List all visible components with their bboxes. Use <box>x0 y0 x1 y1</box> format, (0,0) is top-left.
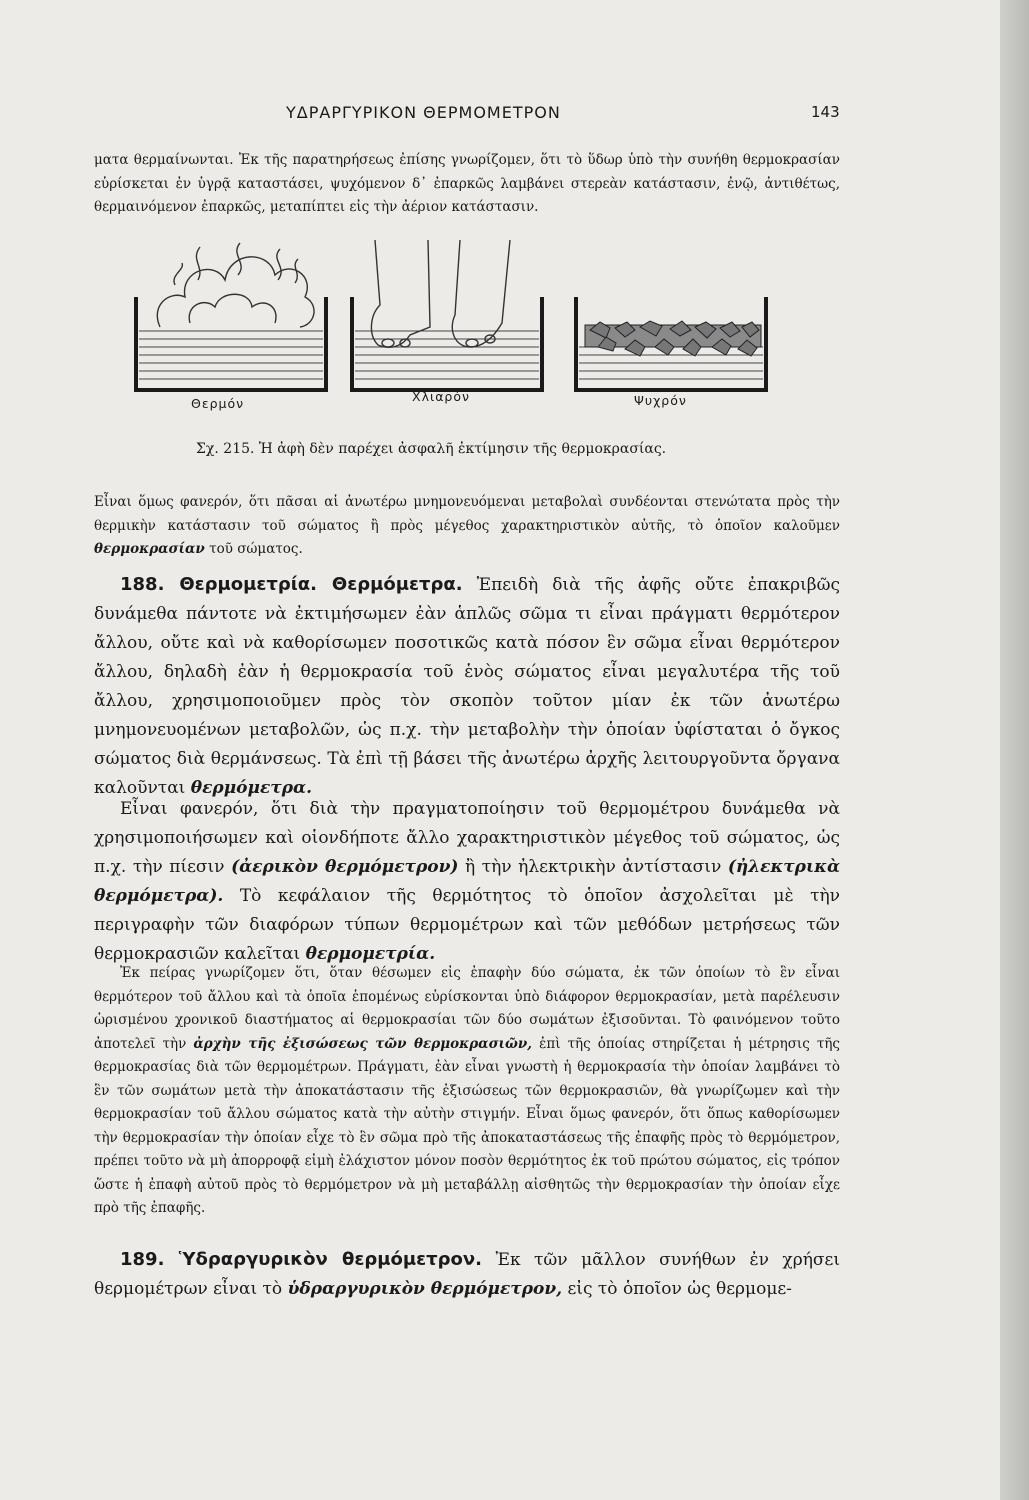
hot-water-basin <box>136 297 326 390</box>
page-edge <box>1000 0 1029 1500</box>
label-cold: Ψυχρόν <box>634 393 687 408</box>
steam-drawing <box>157 243 314 327</box>
term-thermometry: θερμομετρία. <box>305 944 436 964</box>
label-lukewarm: Χλιαρόν <box>412 389 470 404</box>
section-189: 189. Ὑδραργυρικὸν θερμόμετρον. Ἐκ τῶν μᾶλλον συνήθων ἐν χρήσει θερμομέτρων εἶναι τὸ ὑδραργυρικὸν θερμόμετρον, εἰς τὸ ὁποῖον ὡς θερμομε- <box>94 1249 840 1299</box>
term-gas-thermometer: (ἀερικὸν θερμόμετρον) <box>231 857 459 877</box>
paragraph-temperature: Εἶναι ὅμως φανερόν, ὅτι πᾶσαι αἱ ἀνωτέρω μνημονευόμεναι μεταβολαὶ συνδέονται στενώτατα πρὸς τὴν θερμικὴν κατάστασιν τοῦ σώματος ἢ πρὸς μέγεθος χαρακτηριστικὸν αὐτῆς, τὸ ὁποῖον καλοῦμεν θερμοκρασίαν τοῦ σώματος. <box>94 494 840 557</box>
term-equalization-principle: ἀρχὴν τῆς ἐξισώσεως τῶν θερμοκρασιῶν, <box>193 1035 532 1052</box>
term-temperature: θερμοκρασίαν <box>94 541 205 557</box>
term-electric-thermometers: (ἠλεκτρικὰ θερμόμετρα). <box>94 857 841 906</box>
intro-paragraph: ματα θερμαίνωνται. Ἐκ τῆς παρατηρήσεως ἐπίσης γνωρίζομεν, ὅτι τὸ ὕδωρ ὑπὸ τὴν συνήθη θερμοκρασίαν εὑρίσκεται ἐν ὑγρᾷ καταστάσει, ψυχόμενον δ᾽ ἐπαρκῶς λαμβάνει στερεὰν κατάστασιν, ἐνῷ, ἀντιθέτως, θερμαινόμενον ἐπαρκῶς, μεταπίπτει εἰς τὴν ἀέριον κατάστασιν. <box>94 152 840 215</box>
section-188: 188. Θερμομετρία. Θερμόμετρα. Ἐπειδὴ διὰ τῆς ἀφῆς οὔτε ἐπακριβῶς δυνάμεθα πάντοτε νὰ ἐκτιμήσωμεν ἐὰν ἁπλῶς σῶμα τι εἶναι πράγματι θερμότερον ἄλλου, οὔτε καὶ νὰ καθορίσωμεν ποσοτικῶς κατὰ πόσον ἓν σῶμα εἶναι θερμότερον ἄλλου, δηλαδὴ ἐὰν ἡ θερμοκρασία τοῦ ἑνὸς σώματος εἶναι μεγαλυτέρα τῆς τοῦ ἄλλου, χρησιμοποιοῦμεν πρὸς τὸν σκοπὸν τοῦτον μίαν ἐκ τῶν ἀνωτέρω μνημονευομένων μεταβολῶν, ὡς π.χ. τὴν μεταβολὴν τὴν ὁποίαν ὑφίσταται ὁ ὄγκος σώματος διὰ θερμάνσεως. Τὰ ἐπὶ τῇ βάσει τῆς ἀνωτέρω ἀρχῆς λειτουργοῦντα ὄργανα καλοῦνται θερμόμετρα. <box>94 574 840 798</box>
section-189-title: 189. Ὑδραργυρικὸν θερμόμετρον. <box>120 1249 482 1270</box>
running-header: ΥΔΡΑΡΓΥΡΙΚΟΝ ΘΕΡΜΟΜΕΤΡΟΝ <box>286 103 561 122</box>
term-thermometers: θερμόμετρα. <box>190 778 313 798</box>
paragraph-other-thermometers: Εἶναι φανερόν, ὅτι διὰ τὴν πραγματοποίησιν τοῦ θερμομέτρου δυνάμεθα νὰ χρησιμοποιήσωμεν καὶ οἱονδήποτε ἄλλο χαρακτηριστικὸν μέγεθος τοῦ σώματος, ὡς π.χ. τὴν πίεσιν (ἀερικὸν θερμόμετρον) ἢ τὴν ἠλεκτρικὴν ἀντίστασιν (ἠλεκτρικὰ θερμόμετρα). Τὸ κεφάλαιον τῆς θερμότητος τὸ ὁποῖον ἀσχολεῖται μὲ τὴν περιγραφὴν τῶν διαφόρων τύπων θερμομέτρων καὶ τῶν μεθόδων μετρήσεως τῶν θερμοκρασιῶν καλεῖται θερμομετρία. <box>94 799 841 964</box>
lukewarm-water-basin <box>352 297 542 390</box>
ice-drawing <box>585 321 761 356</box>
figure-caption: Σχ. 215. Ἡ ἀφὴ δὲν παρέχει ἀσφαλῆ ἐκτίμησιν τῆς θερμοκρασίας. <box>196 441 667 457</box>
label-hot: Θερμόν <box>191 396 245 411</box>
page-number: 143 <box>811 103 840 121</box>
paragraph-equalization: Ἐκ πείρας γνωρίζομεν ὅτι, ὅταν θέσωμεν εἰς ἐπαφὴν δύο σώματα, ἐκ τῶν ὁποίων τὸ ἓν εἶναι θερμότερον τοῦ ἄλλου καὶ τὰ ὁποῖα ἑπομένως εὑρίσκονται ὑπὸ διάφορον θερμοκρασίαν, μετὰ παρέλευσιν ὡρισμένου χρονικοῦ διαστήματος αἱ θερμοκρασίαι τῶν δύο σωμάτων ἐξισοῦνται. Τὸ φαινόμενον τοῦτο ἀποτελεῖ τὴν ἀρχὴν τῆς ἐξισώσεως τῶν θερμοκρασιῶν, ἐπὶ τῆς ὁποίας στηρίζεται ἡ μέτρησις τῆς θερμοκρασίας διὰ τῶν θερμομέτρων. Πράγματι, ἐὰν εἶναι γνωστὴ ἡ θερμοκρασία τὴν ὁποίαν λαμβάνει τὸ ἓν τῶν σωμάτων μετὰ τὴν ἀποκατάστασιν τῆς ἐξισώσεως τῶν θερμοκρασιῶν, θὰ γνωρίζωμεν καὶ τὴν θερμοκρασίαν τοῦ ἄλλου σώματος κατὰ τὴν αὐτὴν στιγμήν. Εἶναι ὅμως φανερόν, ὅτι ὅπως καθορίσωμεν τὴν θερμοκρασίαν τὴν ὁποίαν εἶχε τὸ ἓν σῶμα πρὸ τῆς ἀποκαταστάσεως τῆς ἐπαφῆς πρὸς τὸ θερμόμετρον, πρέπει τοῦτο νὰ μὴ ἀπορροφᾷ εἰμὴ ἐλάχιστον μόνον ποσὸν θερμότητος ἐκ τοῦ πρώτου σώματος, εἰς τρόπον ὥστε ἡ ἐπαφὴ αὐτοῦ πρὸς τὸ θερμόμετρον νὰ μὴ μεταβάλλῃ αἰσθητῶς τὴν θερμοκρασίαν τὴν ὁποίαν εἶχε πρὸ τῆς ἐπαφῆς. <box>94 965 840 1216</box>
section-188-title: 188. Θερμομετρία. Θερμόμετρα. <box>120 574 463 595</box>
term-mercury-thermometer: ὑδραργυρικὸν θερμόμετρον, <box>287 1279 563 1299</box>
